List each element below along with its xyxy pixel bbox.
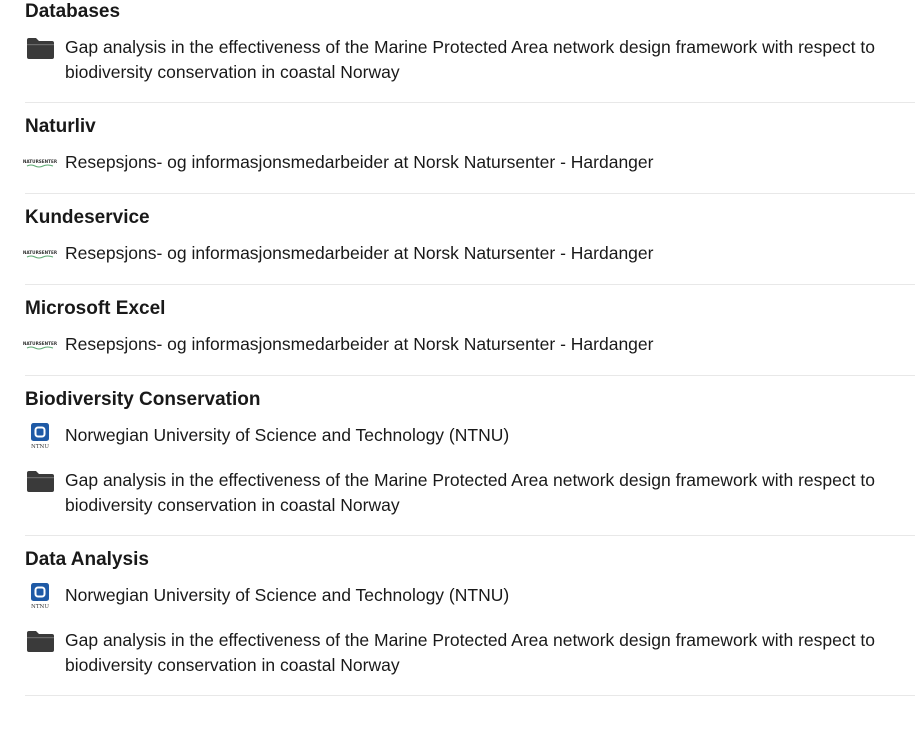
- education-link[interactable]: Norwegian University of Science and Technology (NTNU): [65, 585, 510, 605]
- skill-section-naturliv: [22, 103, 915, 194]
- skill-endorsement-item[interactable]: [25, 464, 915, 522]
- norsk-natursenter-logo: [22, 332, 58, 358]
- folder-icon: [25, 628, 55, 654]
- ntnu-logo: [25, 583, 55, 609]
- skill-section-biodiversity-conservation: [25, 376, 915, 536]
- skill-section-microsoft-excel: [22, 285, 915, 376]
- education-link[interactable]: Norwegian University of Science and Technology (NTNU): [65, 425, 510, 445]
- skill-section-data-analysis: [25, 536, 915, 696]
- experience-link[interactable]: Resepsjons- og informasjonsmedarbeider at Norsk Natursenter - Hardanger: [65, 334, 654, 354]
- project-link[interactable]: Gap analysis in the effectiveness of the Marine Protected Area network design framework with respect to biodiversity conservation in coastal Norway: [65, 470, 875, 515]
- skill-title[interactable]: Data Analysis: [25, 549, 149, 570]
- skill-title[interactable]: Biodiversity Conservation: [25, 389, 261, 410]
- skill-endorsement-item[interactable]: [25, 419, 915, 453]
- svg-text:NATURSENTER: NATURSENTER: [22, 341, 58, 346]
- skill-title[interactable]: Databases: [25, 1, 121, 22]
- skill-endorsement-item[interactable]: [25, 579, 915, 613]
- ntnu-logo: [25, 423, 55, 449]
- experience-link[interactable]: Resepsjons- og informasjonsmedarbeider at Norsk Natursenter - Hardanger: [65, 152, 654, 172]
- skill-endorsement-item[interactable]: [25, 624, 915, 682]
- skill-title[interactable]: Kundeservice: [25, 207, 150, 228]
- skill-section-databases: [25, 0, 915, 103]
- experience-link[interactable]: Resepsjons- og informasjonsmedarbeider at Norsk Natursenter - Hardanger: [65, 243, 654, 263]
- skill-title[interactable]: Microsoft Excel: [25, 298, 166, 319]
- svg-text:NTNU: NTNU: [31, 604, 49, 610]
- skill-endorsement-item[interactable]: [22, 237, 915, 271]
- skill-endorsement-item[interactable]: [22, 146, 915, 180]
- folder-icon: [25, 468, 55, 494]
- project-link[interactable]: Gap analysis in the effectiveness of the Marine Protected Area network design framework with respect to biodiversity conservation in coastal Norway: [65, 630, 875, 675]
- folder-icon: [25, 35, 55, 61]
- svg-text:NATURSENTER: NATURSENTER: [22, 159, 58, 164]
- svg-text:NATURSENTER: NATURSENTER: [22, 250, 58, 255]
- skill-title[interactable]: Naturliv: [25, 116, 96, 137]
- norsk-natursenter-logo: [22, 150, 58, 176]
- skill-endorsement-item[interactable]: [25, 31, 915, 89]
- skills-list: [22, 0, 915, 696]
- norsk-natursenter-logo: [22, 241, 58, 267]
- svg-text:NTNU: NTNU: [31, 444, 49, 450]
- project-link[interactable]: Gap analysis in the effectiveness of the Marine Protected Area network design framework with respect to biodiversity conservation in coastal Norway: [65, 37, 875, 82]
- skill-endorsement-item[interactable]: [22, 328, 915, 362]
- skill-section-kundeservice: [22, 194, 915, 285]
